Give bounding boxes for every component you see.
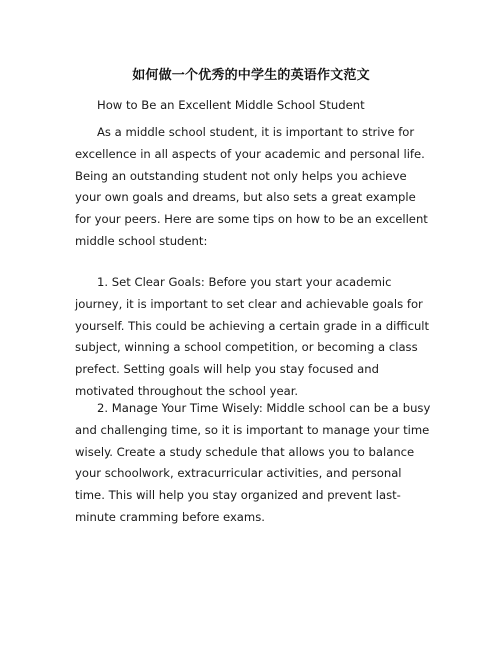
- paragraph-intro: As a middle school student, it is important to strive for excellence in all aspects of your academic and personal life. Being an outstanding student not only helps you achieve your own goals and dreams, but also sets a great example for your peers. Here are some tips on how to be an excellent middle school student:: [75, 125, 428, 248]
- document-subtitle: How to Be an Excellent Middle School Student: [97, 98, 365, 112]
- document-title: 如何做一个优秀的中学生的英语作文范文: [132, 68, 370, 83]
- paragraph-set-clear-goals: 1. Set Clear Goals: Before you start your academic journey, it is important to set clear and achievable goals for yourself. This could be achieving a certain grade in a difficult subject, winning a school competition, or becoming a class prefect. Setting goals will help you stay focused and motivated throughout the school year.: [75, 275, 430, 398]
- paragraph-manage-time: 2. Manage Your Time Wisely: Middle school can be a busy and challenging time, so it is important to manage your time wisely. Create a study schedule that allows you to balance your schoolwork, extracurricular activities, and personal time. This will help you stay organized and prevent last-minute cramming before exams.: [75, 401, 431, 524]
